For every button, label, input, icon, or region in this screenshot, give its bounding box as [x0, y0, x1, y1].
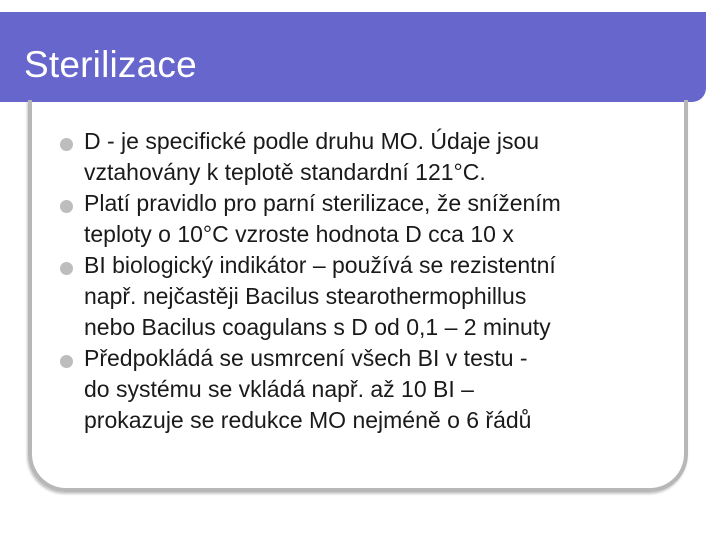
slide-title: Sterilizace	[24, 44, 197, 85]
bullet-dot-icon	[60, 355, 73, 368]
bullet-dot-icon	[60, 138, 73, 151]
bullet-line: např. nejčastěji Bacilus stearothermophillus	[84, 283, 527, 309]
bullet-line: nebo Bacilus coagulans s D od 0,1 – 2 minuty	[84, 314, 551, 340]
bullet-line: vztahovány k teplotě standardní 121°C.	[84, 159, 486, 185]
title-bar	[0, 12, 706, 102]
bullet-line: BI biologický indikátor – používá se rezistentní	[84, 252, 556, 278]
bullet-line: do systému se vkládá např. až 10 BI –	[84, 376, 474, 402]
bullet-line: teploty o 10°C vzroste hodnota D cca 10 x	[84, 221, 514, 247]
bullet-dot-icon	[60, 200, 73, 213]
bullet-item	[60, 250, 700, 343]
bullet-item	[60, 188, 700, 250]
bullet-line: prokazuje se redukce MO nejméně o 6 řádů	[84, 407, 532, 433]
bullet-line: D - je specifické podle druhu MO. Údaje jsou	[84, 128, 540, 154]
bullet-line: Předpokládá se usmrcení všech BI v testu -	[84, 345, 528, 371]
bullet-item	[60, 126, 700, 188]
bullet-dot-icon	[60, 262, 73, 275]
bullet-item	[60, 343, 700, 436]
bullet-line: Platí pravidlo pro parní sterilizace, že snížením	[84, 190, 561, 216]
bullet-list	[60, 126, 700, 436]
